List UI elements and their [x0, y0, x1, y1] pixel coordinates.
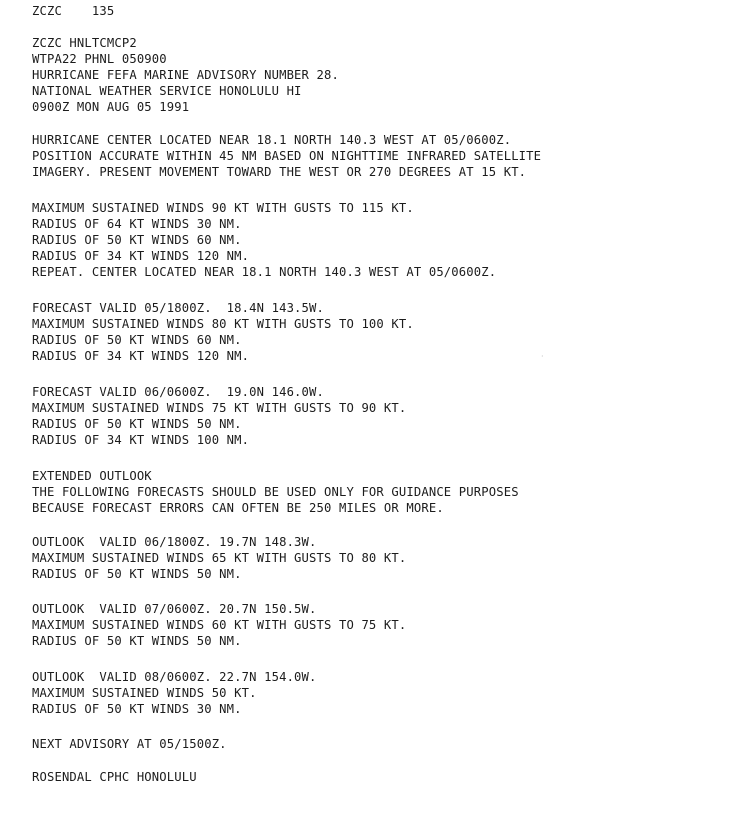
outlook-line: MAXIMUM SUSTAINED WINDS 50 KT.: [32, 686, 257, 700]
outlook-line: OUTLOOK VALID 06/1800Z. 19.7N 148.3W.: [32, 535, 317, 549]
winds-line: MAXIMUM SUSTAINED WINDS 90 KT WITH GUSTS TO 115 KT.: [32, 201, 414, 215]
advisory-title: HURRICANE FEFA MARINE ADVISORY NUMBER 28.: [32, 68, 339, 82]
winds-line: RADIUS OF 64 KT WINDS 30 NM.: [32, 217, 242, 231]
outlook-line: MAXIMUM SUSTAINED WINDS 60 KT WITH GUSTS TO 75 KT.: [32, 618, 407, 632]
outlook-line: MAXIMUM SUSTAINED WINDS 65 KT WITH GUSTS TO 80 KT.: [32, 551, 407, 565]
outlook-line: RADIUS OF 50 KT WINDS 50 NM.: [32, 567, 242, 581]
outlook-line: OUTLOOK VALID 07/0600Z. 20.7N 150.5W.: [32, 602, 317, 616]
heading-line: ZCZC HNLTCMCP2: [32, 36, 137, 50]
winds-line: REPEAT. CENTER LOCATED NEAR 18.1 NORTH 140.3 WEST AT 05/0600Z.: [32, 265, 497, 279]
position-line: POSITION ACCURATE WITHIN 45 NM BASED ON NIGHTTIME INFRARED SATELLITE: [32, 149, 542, 163]
transmission-header: ZCZC 135: [32, 4, 115, 18]
position-line: IMAGERY. PRESENT MOVEMENT TOWARD THE WEST OR 270 DEGREES AT 15 KT.: [32, 165, 527, 179]
issue-time: 0900Z MON AUG 05 1991: [32, 100, 190, 114]
signature-line: ROSENDAL CPHC HONOLULU: [32, 770, 197, 784]
forecast-line: RADIUS OF 50 KT WINDS 50 NM.: [32, 417, 242, 431]
outlook-line: RADIUS OF 50 KT WINDS 30 NM.: [32, 702, 242, 716]
outlook-line: OUTLOOK VALID 08/0600Z. 22.7N 154.0W.: [32, 670, 317, 684]
heading-line: WTPA22 PHNL 050900: [32, 52, 167, 66]
scan-speck: ·: [541, 352, 544, 361]
forecast-line: MAXIMUM SUSTAINED WINDS 80 KT WITH GUSTS TO 100 KT.: [32, 317, 414, 331]
forecast-line: RADIUS OF 34 KT WINDS 100 NM.: [32, 433, 250, 447]
winds-line: RADIUS OF 34 KT WINDS 120 NM.: [32, 249, 250, 263]
heading-line: NATIONAL WEATHER SERVICE HONOLULU HI: [32, 84, 302, 98]
extended-outlook-line: BECAUSE FORECAST ERRORS CAN OFTEN BE 250 MILES OR MORE.: [32, 501, 444, 515]
forecast-line: FORECAST VALID 06/0600Z. 19.0N 146.0W.: [32, 385, 325, 399]
forecast-line: FORECAST VALID 05/1800Z. 18.4N 143.5W.: [32, 301, 325, 315]
next-advisory-line: NEXT ADVISORY AT 05/1500Z.: [32, 737, 227, 751]
forecast-line: RADIUS OF 50 KT WINDS 60 NM.: [32, 333, 242, 347]
forecast-line: RADIUS OF 34 KT WINDS 120 NM.: [32, 349, 250, 363]
winds-line: RADIUS OF 50 KT WINDS 60 NM.: [32, 233, 242, 247]
position-line: HURRICANE CENTER LOCATED NEAR 18.1 NORTH 140.3 WEST AT 05/0600Z.: [32, 133, 512, 147]
forecast-line: MAXIMUM SUSTAINED WINDS 75 KT WITH GUSTS TO 90 KT.: [32, 401, 407, 415]
extended-outlook-line: THE FOLLOWING FORECASTS SHOULD BE USED ONLY FOR GUIDANCE PURPOSES: [32, 485, 519, 499]
extended-outlook-line: EXTENDED OUTLOOK: [32, 469, 152, 483]
outlook-line: RADIUS OF 50 KT WINDS 50 NM.: [32, 634, 242, 648]
